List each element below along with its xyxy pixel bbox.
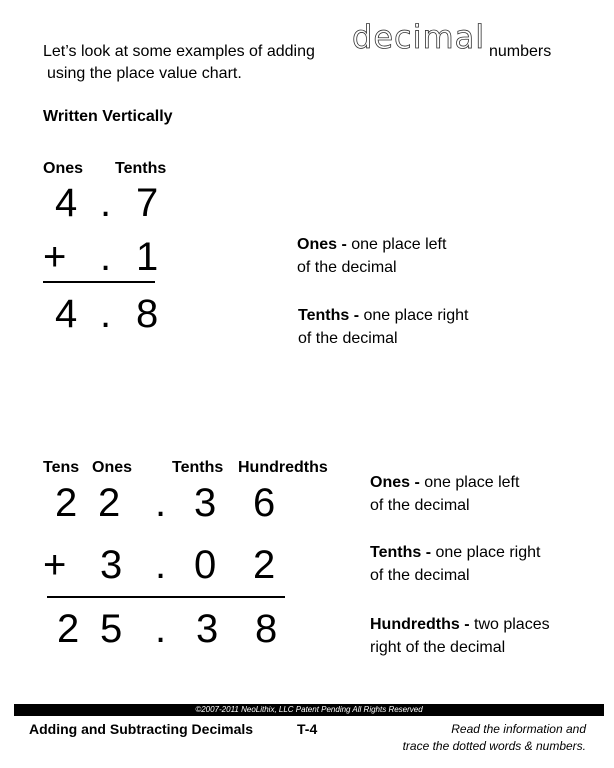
ex2-row1-ones: 2 (98, 481, 121, 525)
intro-text-after: numbers (489, 43, 552, 60)
ex1-def-ones (297, 233, 446, 279)
def-line2: of the decimal (297, 259, 397, 276)
ex2-row1-tens: 2 (55, 481, 78, 525)
def-line1: one place left (346, 236, 447, 253)
ex2-row2-hundredths: 2 (253, 543, 276, 587)
ex2-row2-ones: 3 (100, 543, 123, 587)
def-term: Hundredths - (370, 616, 470, 633)
ex1-row2-plus: + (43, 235, 67, 279)
header-ones: Ones (43, 160, 84, 177)
traced-word-decimal: decimal (352, 18, 486, 56)
ex2-result-ones: 5 (100, 607, 123, 651)
ex1-sum-rule (43, 281, 155, 283)
footer-instructions (403, 721, 586, 755)
ex2-result-tenths: 3 (196, 607, 219, 651)
def-term: Tenths - (298, 307, 360, 324)
intro-text-before: Let’s look at some examples of adding (43, 43, 315, 60)
ex2-row2-plus: + (43, 543, 67, 587)
def-line1: one place left (419, 474, 520, 491)
ex1-row1-point: . (100, 181, 112, 225)
footer-instructions-line1: Read the information and (451, 722, 586, 736)
ex2-def-ones (370, 471, 519, 517)
def-line1: one place right (431, 544, 541, 561)
header-tenths: Tenths (115, 160, 167, 177)
ex2-def-hundredths (370, 613, 550, 659)
copyright-bar: ©2007-2011 NeoLithix, LLC Patent Pending All Rights Reserved (14, 704, 604, 716)
footer-instructions-line2: trace the dotted words & numbers. (402, 739, 586, 753)
def-line2: of the decimal (370, 497, 470, 514)
ex1-result-ones: 4 (55, 292, 78, 336)
ex1-result-point: . (100, 292, 112, 336)
def-term: Ones - (370, 474, 420, 491)
footer-title: Adding and Subtracting Decimals (29, 721, 254, 737)
ex2-result-point: . (155, 607, 167, 651)
ex1-def-tenths (298, 304, 468, 350)
def-term: Ones - (297, 236, 347, 253)
header-tens: Tens (43, 459, 80, 476)
ex2-row1-hundredths: 6 (253, 481, 276, 525)
ex1-row1-ones: 4 (55, 181, 78, 225)
ex1-row2-tenths: 1 (136, 235, 159, 279)
ex2-row1-tenths: 3 (194, 481, 217, 525)
ex2-row2-point: . (155, 543, 167, 587)
def-line2: of the decimal (298, 330, 398, 347)
footer-code: T-4 (297, 721, 318, 737)
ex1-row2-point: . (100, 235, 112, 279)
header-tenths: Tenths (172, 459, 224, 476)
ex1-row1-tenths: 7 (136, 181, 159, 225)
intro-line-1 (43, 41, 315, 63)
def-line1: one place right (359, 307, 469, 324)
def-term: Tenths - (370, 544, 432, 561)
ex2-def-tenths (370, 541, 540, 587)
header-ones: Ones (92, 459, 133, 476)
ex2-result-hundredths: 8 (255, 607, 278, 651)
header-hundredths: Hundredths (238, 459, 328, 476)
def-line1: two places (469, 616, 550, 633)
ex2-row2-tenths: 0 (194, 543, 217, 587)
intro-line-2: using the place value chart. (47, 65, 242, 82)
section-title: Written Vertically (43, 108, 173, 125)
ex2-sum-rule (47, 596, 285, 598)
def-line2: right of the decimal (370, 639, 506, 656)
ex2-row1-point: . (155, 481, 167, 525)
def-line2: of the decimal (370, 567, 470, 584)
ex1-result-tenths: 8 (136, 292, 159, 336)
ex2-result-tens: 2 (57, 607, 80, 651)
